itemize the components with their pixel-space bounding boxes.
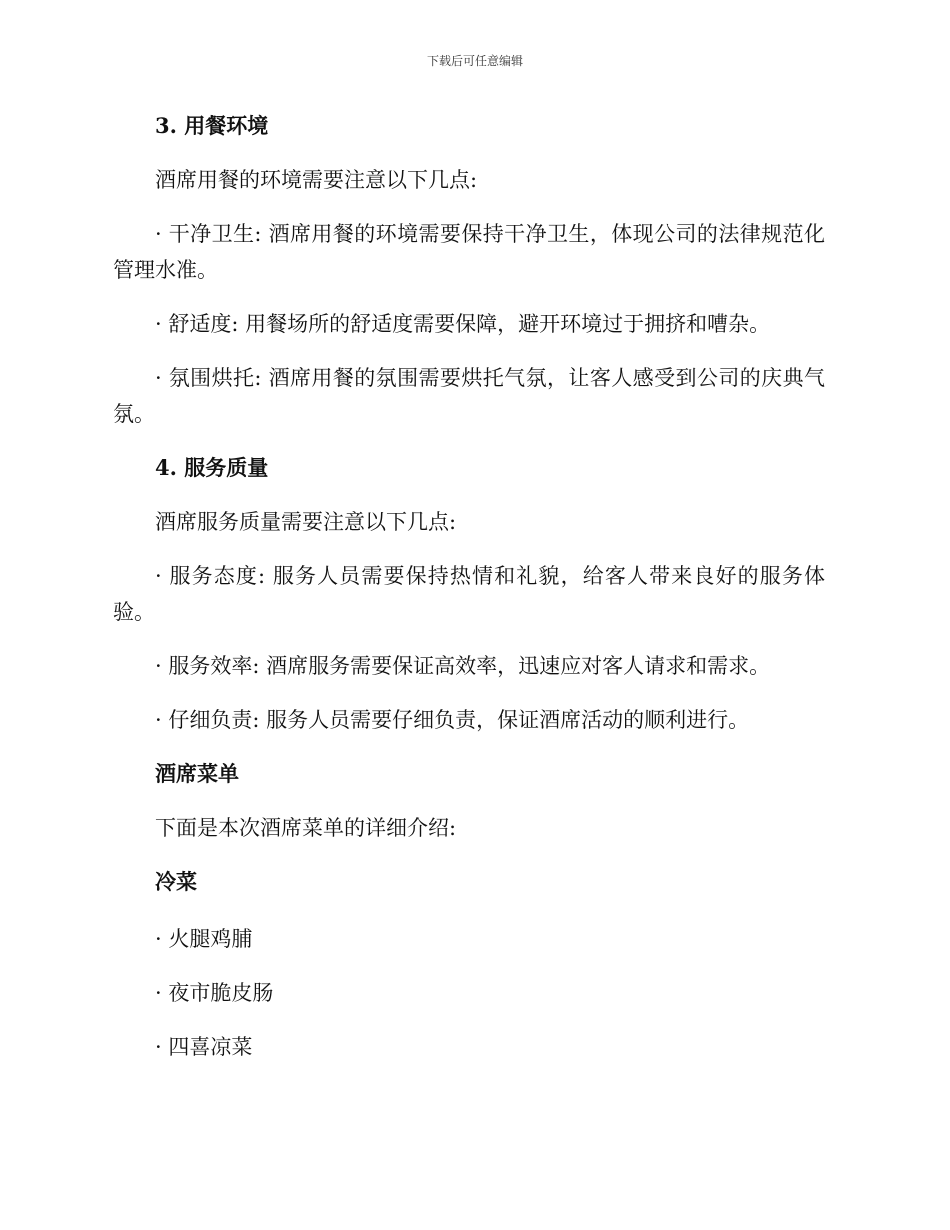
- bullet-item-comfort: · 舒适度: 用餐场所的舒适度需要保障，避开环境过于拥挤和嘈杂。: [155, 312, 771, 336]
- section-heading-cold-dishes: 冷菜: [155, 869, 197, 894]
- section-intro-service: 酒席服务质量需要注意以下几点:: [155, 510, 457, 534]
- bullet-item-attitude: · 服务态度: 服务人员需要保持热情和礼貌，给客人带来良好的服务体验。: [113, 564, 825, 624]
- bullet-item-cleanliness: · 干净卫生: 酒席用餐的环境需要保持干净卫生，体现公司的法律规范化管理水准。: [113, 222, 825, 282]
- section-heading-menu: 酒席菜单: [155, 761, 239, 786]
- bullet-item-efficiency: · 服务效率: 酒席服务需要保证高效率，迅速应对客人请求和需求。: [155, 654, 771, 678]
- bullet-item-atmosphere: · 氛围烘托: 酒席用餐的氛围需要烘托气氛，让客人感受到公司的庆典气氛。: [113, 366, 825, 426]
- bullet-item-responsibility: · 仔细负责: 服务人员需要仔细负责，保证酒席活动的顺利进行。: [155, 708, 750, 732]
- list-item: · 夜市脆皮肠: [155, 981, 274, 1005]
- list-item: · 火腿鸡脯: [155, 927, 253, 951]
- section-intro-menu: 下面是本次酒席菜单的详细介绍:: [155, 816, 457, 840]
- page-header: 下载后可任意编辑: [426, 54, 523, 68]
- section-intro-environment: 酒席用餐的环境需要注意以下几点:: [155, 168, 478, 192]
- section-heading-environment: 3. 用餐环境: [155, 113, 269, 138]
- list-item: · 四喜凉菜: [155, 1035, 253, 1059]
- document-body: [113, 108, 825, 1080]
- section-heading-service: 4. 服务质量: [155, 455, 269, 480]
